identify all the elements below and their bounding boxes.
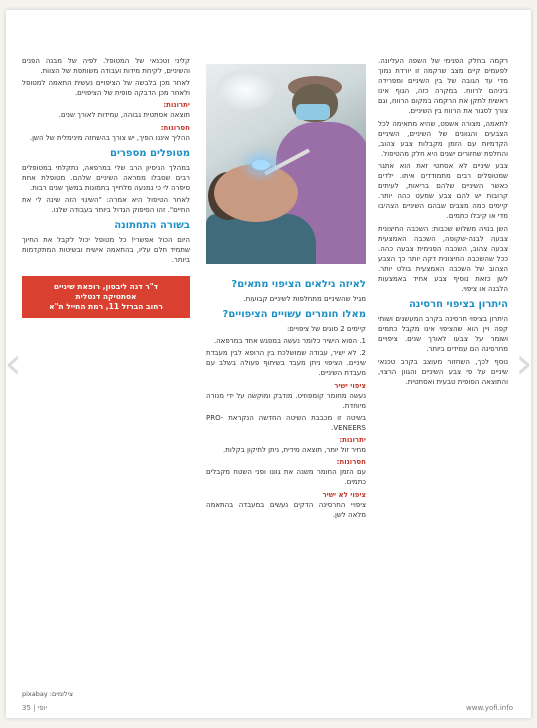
right-intro-4: השן בנויה משלוש שכבות: השכבה החיצונית צבעה לבנה-שקופה, השכבה האמצעית צבעה צהוב, השכבה הפנימית צבעה כהה. ככל שהשכבה החיצונית דקה יותר כך הצבע הצהוב של השכבה האמצעית בולט יותר. לשן כזאת נוסיף צבע אחיד באמצעות הלבנה או ציפוי. [378, 224, 508, 294]
page-number: 35 | יופי [22, 704, 48, 712]
left-para-3: תוצאה אסתטית גבוהה, עמידות לאורך שנים. [58, 111, 190, 120]
author-credit-box [22, 276, 190, 318]
heading-bottom-line: בשורה התחתונה [114, 220, 190, 232]
right-column [378, 56, 508, 389]
left-para-5: במהלך הניסיון הרב שלי במרפאה, נתקלתי במטופלים רבים שסבלו ממראה השיניים שלהם. מטופלת אחת סיפרה לי כי נמנעה מלחייך בתמונות במשך שנים רבות. [22, 163, 190, 192]
magazine-page [6, 10, 531, 718]
middle-para-1: מגיל שהשיניים מתחלפות לשיניים קבועות. [243, 295, 366, 303]
middle-list-2: 2. לא ישיר, עבודה שמושלכת בין הרופא לבין מעבדת שיניים. הציפוי ניתן מעבד בשיתוף פעולה בשלב עם מעבדת השיניים. [206, 349, 366, 378]
middle-para-7: ציפויי החרסינה הדקים נעשים במעבדה בהתאמה מלאה לשן. [206, 500, 366, 519]
right-intro-1: רקמה בחלק הפנימי של השפה העליונה. לפעמים קיים מצב שרקמה זו יורדת נמוך מדי עד הגובה של בין השיניים ומפרידה ביניהם לרווח. במקרה כזה, הגוף אינו ראשית לתקן את הרקמה במקום הרווח, וגם צורך לסגור את הרווח בין השיניים. [378, 57, 508, 116]
heading-ages: לאיזה גילאים הציפוי מתאים? [231, 279, 366, 290]
subhead-indirect: ציפוי לא ישיר [322, 490, 366, 499]
left-column [22, 56, 190, 318]
subhead-left-disadvantages: חסרונות: [160, 123, 190, 132]
subhead-disadvantages: חסרונות: [336, 458, 366, 467]
previous-page-arrow-icon[interactable]: ‹ [4, 338, 22, 389]
site-url: www.yofi.info [466, 704, 513, 712]
photo-credit: צילומים: pixabay [22, 690, 73, 698]
middle-list-1: 1. הפוא הישיר כלומר נעשה במפגש אחד במרפאה. [213, 337, 366, 346]
left-para-6: לאחר הטיפול היא אמרה: "השינוי הזה שינה לי את החיים". זהו הסיפוק הגדול ביותר בעבודה שלנו. [22, 196, 190, 215]
middle-para-2: קיימים 2 סוגים של ציפויים: [286, 325, 366, 334]
middle-para-4: בשיטה זו מכבבת השיטה החדשה הנקראת PRO-VENEERS. [206, 413, 366, 432]
subhead-left-advantages: יתרונות: [163, 101, 190, 110]
next-page-arrow-icon[interactable]: › [515, 338, 533, 389]
author-specialty: אסתטיקה דנטלית [75, 291, 137, 301]
heading-porcelain-advantage: היתרון בציפוי חרסינה [408, 299, 508, 311]
author-address: רחוב הברזל 11, רמת החייל ת"א [49, 301, 163, 311]
right-section-2: נוסף לכך, השחזור מעוצב בקרב טכנאי שיניים על פי צבע השיניים והגוון הרצוי, והתוצאה הסופית טבעית ואסתטית. [378, 357, 508, 386]
dental-treatment-photo [206, 64, 366, 264]
middle-para-3: נעשה מחומר קומפוזיט. מודבק ומוקשה על ידי מנורה מיוחדת. [206, 391, 366, 410]
author-name: ד"ר דנה ליבסון, רופאת שיניים [53, 281, 159, 291]
patient-face [214, 164, 298, 222]
middle-para-6: עם הזמן החומר משנה את גוונו ופני השטח מקבלים כתמים. [206, 468, 366, 487]
subhead-advantages: יתרונות: [339, 436, 366, 445]
curing-light [252, 160, 270, 170]
left-para-4: ההליך איננו הפיך, יש צורך בהשחזה מינימלית של השן. [29, 133, 190, 142]
left-para-1: קליני וטכנאי של המטופל. לפיה של מבנה הפנים והשיניים, לקיחת מידות ועבודה משותפת של הצוות. [22, 57, 190, 76]
middle-para-5: מחיר זול יותר, תוצאה מידית, ניתן לתיקון בקלות. [223, 446, 366, 455]
right-section-1: היתרון בציפוי חרסינה בקרב המעשנים ושותי קפה ויין הוא שהציפוי אינו מקבל כתמים ושומר על צבעו לאורך שנים. ציפויים מחרסינה הם עמידים ביותר. [378, 315, 508, 354]
right-intro-3: צבע שיניים לא אסתטי זאת הוא אתגר שמטופלים רבים מתמודדים איתו. ילדים כאשר השיניים שלהם בריאות, לעיתים קרובות יש להם צבע שמעט כהה יותר. קיימים כמה מצבים שבהם השיניים הצהיבו מדי או קיבלו כתמים. [378, 161, 508, 221]
left-para-2: לאחר מכן בלבשה של הציפויים נעשית התאמה למטופל ולאחר מכן הדבקה סופית של הציפויים. [22, 79, 190, 98]
heading-patients-tell: מטופלים מספרים [109, 147, 190, 159]
left-para-7: היום הכול אפשרי! כל מטופל יכול לקבל את החיוך שתמיד חלם עליו, בהתאמה אישית ובשיטות המתקדמות ביותר. [22, 236, 190, 265]
right-intro-2: לתאמה, מצורה אשפט, שהיא מתאימה לכל הצבעים והגוונים של השיניים, השיניים הקדמיות עם הזמן מקבלות צבע צהוב, והחלפת שחזורים ישנים היא חלק מהטיפול. [378, 119, 508, 158]
dental-lamp [216, 70, 274, 110]
subhead-direct: ציפוי ישיר [334, 381, 366, 390]
heading-materials: מאלו חומרים עשויים הציפויים? [222, 309, 366, 321]
middle-column [206, 274, 366, 522]
dentist-mask [296, 104, 330, 120]
